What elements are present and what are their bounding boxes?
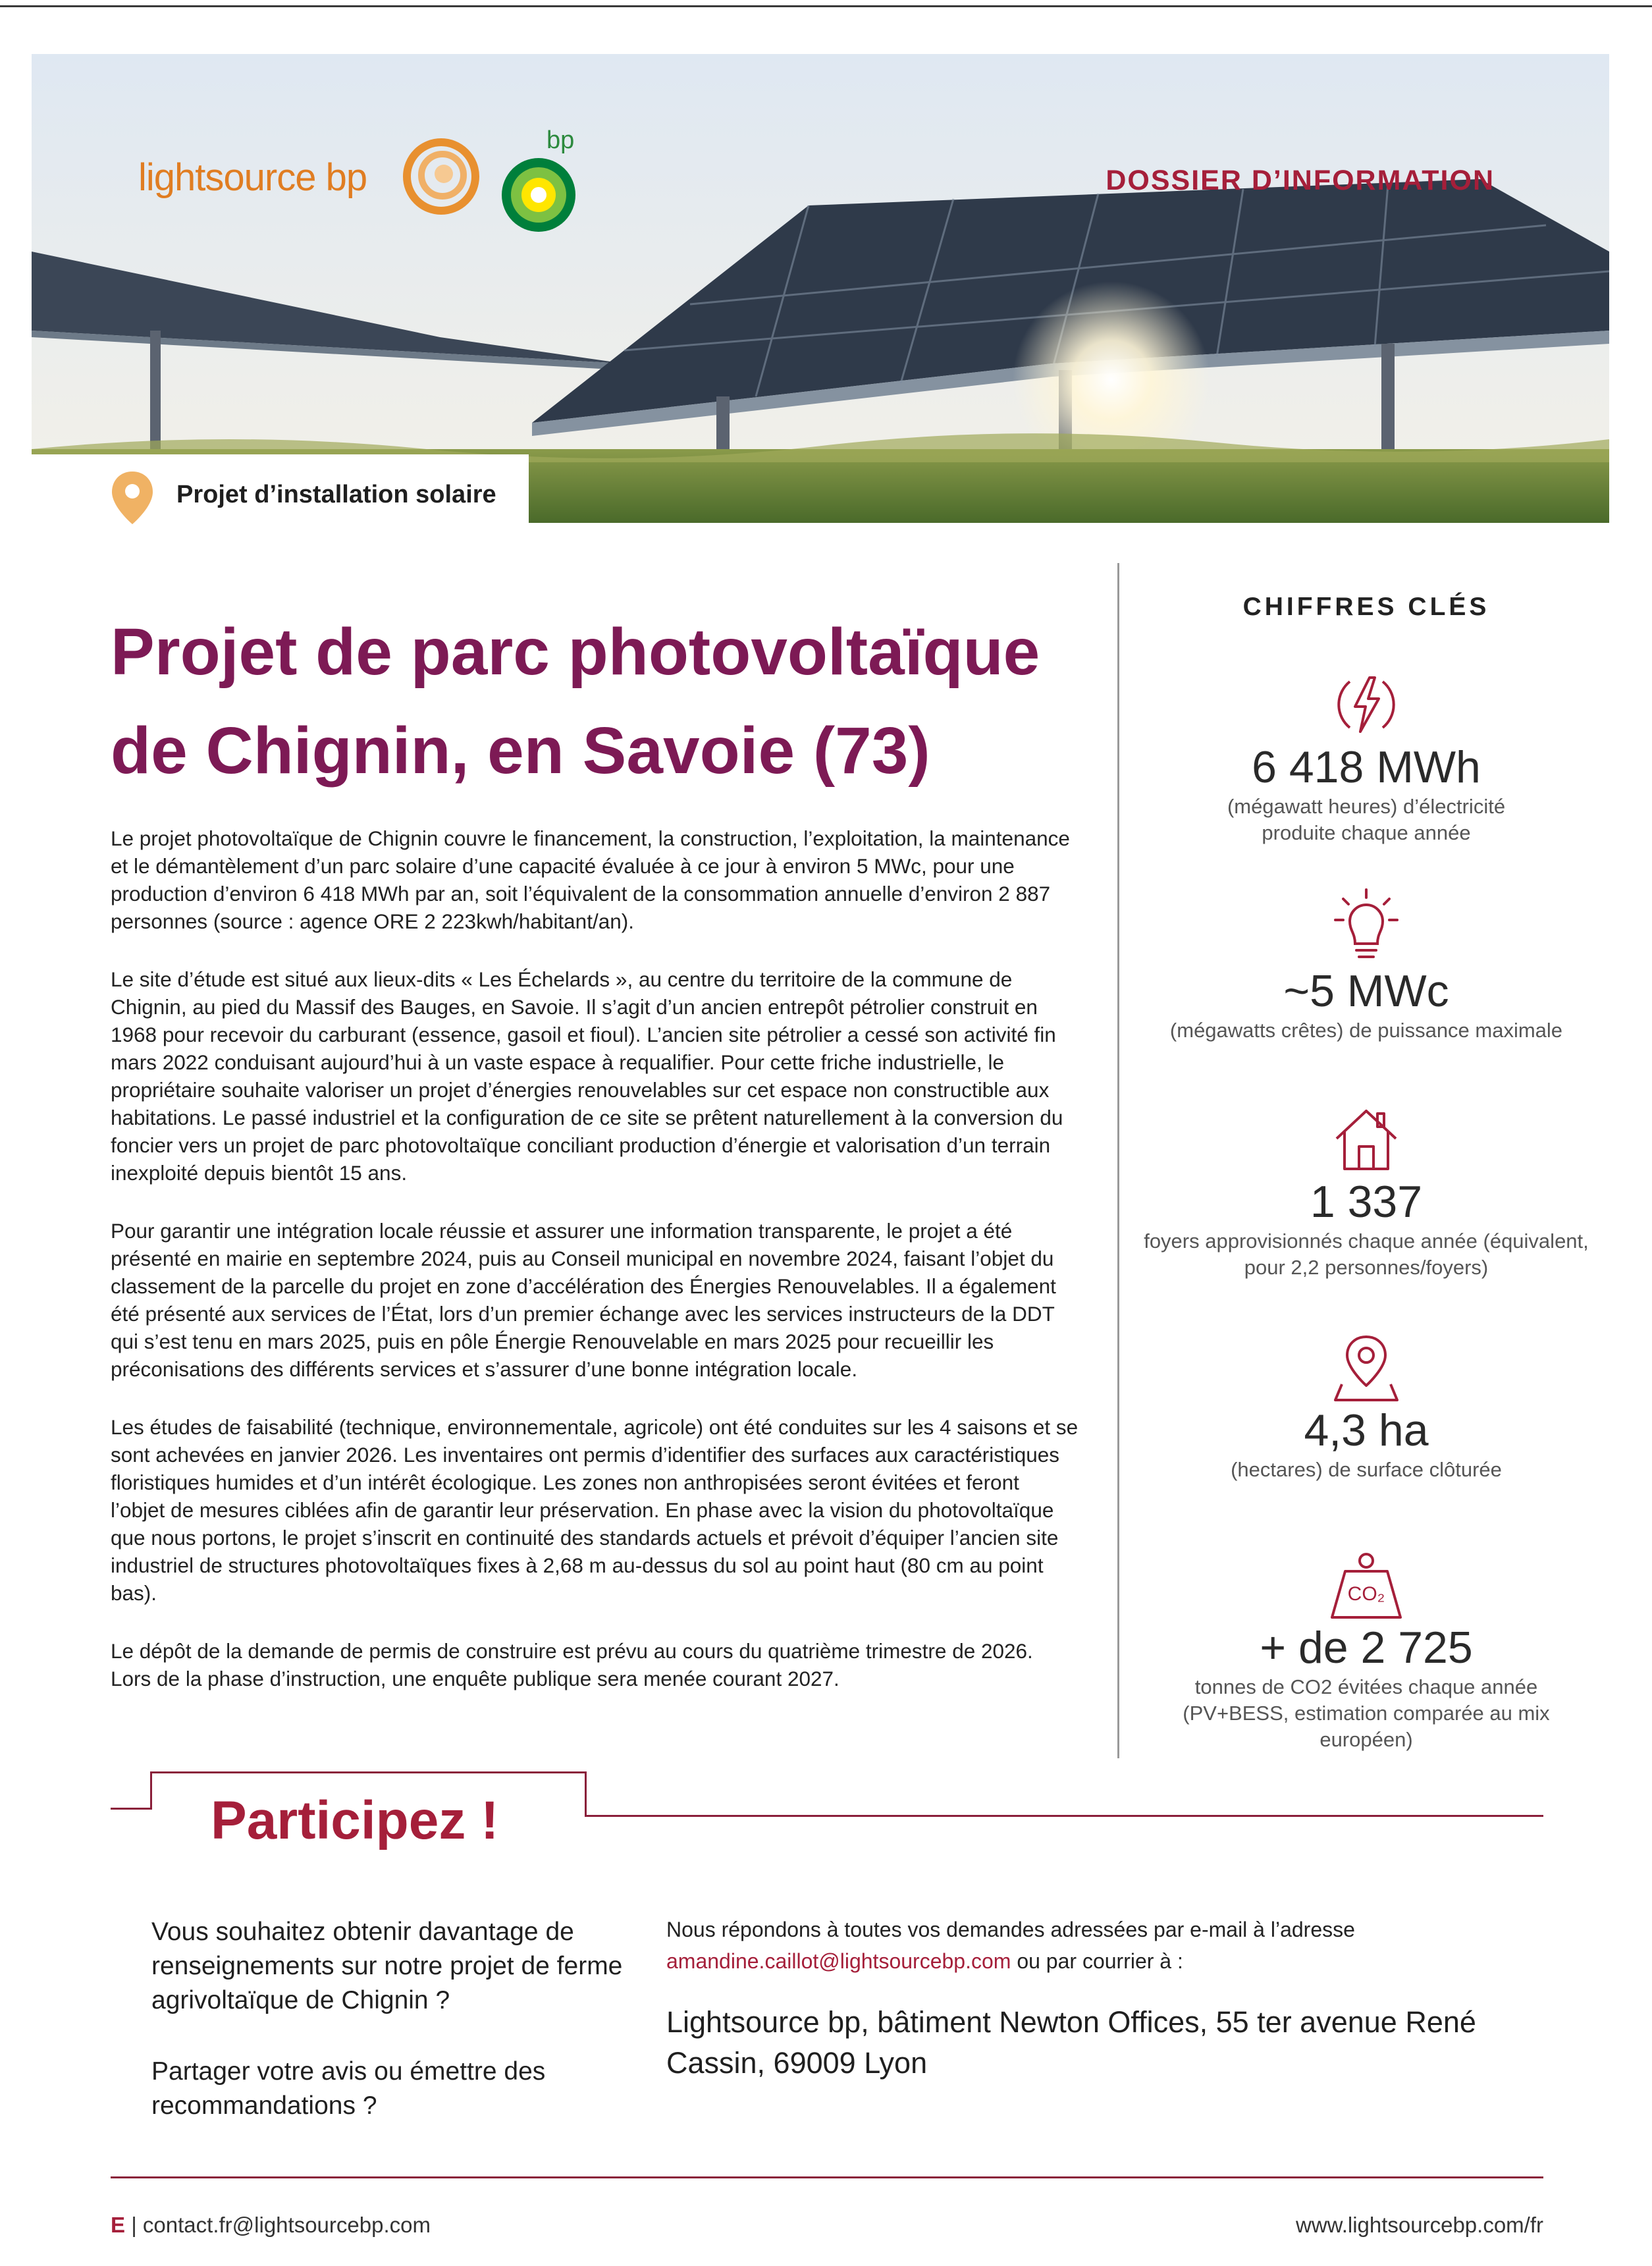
- stat-households-desc: foyers approvisionnés chaque année (équivalent, pour 2,2 personnes/foyers): [1144, 1229, 1589, 1279]
- page-title: [111, 603, 1098, 800]
- house-icon: [1330, 1103, 1402, 1175]
- footer-email: [111, 2213, 431, 2238]
- stat-co2-desc: tonnes de CO2 évitées chaque année (PV+BESS, estimation comparée au mix européen): [1183, 1675, 1550, 1751]
- paragraph-5: Le dépôt de la demande de permis de construire est prévu au cours du quatrième trimestre de 2026. Lors de la phase d’instruction, une enquête publique sera menée courant 2027.: [111, 1639, 1033, 1690]
- footer-website-link[interactable]: www.lightsourcebp.com/fr: [1296, 2213, 1543, 2237]
- participate-question-1: Vous souhaitez obtenir davantage de renseignements sur notre projet de ferme agrivoltaïque de Chignin ?: [151, 1918, 623, 2014]
- footer-email-prefix: E: [111, 2213, 126, 2237]
- stat-surface-desc: (hectares) de surface clôturée: [1231, 1458, 1502, 1481]
- logo-wordmark: lightsource bp: [138, 156, 367, 199]
- paragraph-3: Pour garantir une intégration locale réussie et assurer une information transparente, le projet a été présenté en mairie en septembre 2024, puis au Conseil municipal en novembre 2024, faisant l’objet du classement de la parcelle du projet en zone d’accélération des Énergies Renouvelables. Il a également été présenté aux services de l’État, lors d’un premier échange avec les services instructeurs de la DDT qui s’est tenu en mars 2025, puis en pôle Énergie Renouvelable en mars 2025 pour recueillir les préconisations des différents services et s’assurer d’une bonne intégration locale.: [111, 1219, 1056, 1381]
- stat-households-value: 1 337: [1310, 1177, 1423, 1227]
- solar-panels-illustration: [32, 54, 1609, 523]
- participate-frame-left: [111, 1808, 150, 1810]
- stat-co2-value: + de 2 725: [1260, 1623, 1473, 1673]
- co2-weight-icon: [1327, 1549, 1406, 1621]
- paragraph-4: Les études de faisabilité (technique, environnementale, agricole) ont été conduites sur les 4 saisons et se sont achevées en janvier 2026. Les inventaires ont permis d’identifier des surfaces aux caractéristiques floristiques humides et d’un intérêt écologique. Les zones non anthropisées seront évitées et feront l’objet de mesures ciblées afin de garantir leur préservation. En phase avec la vision du photovoltaïque que nous portons, le projet s’inscrit en continuité des standards actuels et prévoit d’équiper l’ancien site industriel de structures photovoltaïques fixes à 2,68 m au-dessus du sol au point haut (80 cm au point bas).: [111, 1415, 1079, 1605]
- postal-address: Lightsource bp, bâtiment Newton Offices, 55 ter avenue René Cassin, 69009 Lyon: [666, 2005, 1476, 2080]
- stat-energy: [1119, 668, 1613, 846]
- lightbulb-icon: [1330, 886, 1402, 965]
- location-pin-icon: [109, 470, 155, 526]
- top-border: [0, 5, 1652, 7]
- project-tag-label: Projet d’installation solaire: [176, 481, 496, 508]
- stat-surface: [1119, 1332, 1613, 1483]
- body-text: [111, 824, 1079, 1723]
- participate-frame-right-vertical: [585, 1771, 587, 1816]
- footer-email-link[interactable]: | contact.fr@lightsourcebp.com: [131, 2213, 431, 2237]
- response-intro: Nous répondons à toutes vos demandes adressées par e-mail à l’adresse: [666, 1918, 1355, 1941]
- contact-email-link[interactable]: amandine.caillot@lightsourcebp.com: [666, 1949, 1011, 1973]
- hero-image: [32, 54, 1609, 523]
- project-tag: [32, 454, 529, 533]
- stat-energy-value: 6 418 MWh: [1252, 742, 1481, 792]
- paragraph-1: Le projet photovoltaïque de Chignin couvre le financement, la construction, l’exploitation, la maintenance et le démantèlement d’un parc solaire d’une capacité évaluée à ce jour à environ 5 MWc, pour une production d’environ 6 418 MWh par an, soit l’équivalent de la consommation annuelle d’environ 2 887 personnes (source : agence ORE 2 223kwh/habitant/an).: [111, 826, 1070, 933]
- bp-helios-icon: [499, 155, 578, 234]
- participate-response: [666, 1914, 1522, 1977]
- co2-icon-label: CO₂: [1347, 1583, 1385, 1605]
- participate-frame-left-vertical: [150, 1771, 152, 1810]
- stat-energy-desc: (mégawatt heures) d’électricité produite chaque année: [1227, 795, 1506, 844]
- stat-surface-value: 4,3 ha: [1304, 1405, 1429, 1455]
- response-outro: ou par courrier à :: [1017, 1949, 1183, 1973]
- title-line-1: Projet de parc photovoltaïque: [111, 615, 1040, 689]
- dossier-label: DOSSIER D’INFORMATION: [1106, 165, 1495, 196]
- stat-power-desc: (mégawatts crêtes) de puissance maximale: [1169, 1019, 1563, 1042]
- stat-households: [1119, 1103, 1613, 1281]
- stat-power: [1119, 886, 1613, 1044]
- paragraph-2: Le site d’étude est situé aux lieux-dits « Les Échelards », au centre du territoire de la commune de Chignin, au pied du Massif des Bauges, en Savoie. Il s’agit d’un ancien entrepôt pétrolier construit en 1968 pour recevoir du carburant (essence, gasoil et fioul). L’ancien site pétrolier a cessé son activité fin mars 2022 conduisant aujourd’hui à un vaste espace à requalifier. Pour cette friche industrielle, le propriétaire souhaite valoriser un projet d’énergies renouvelables sur cet espace non constructible aux habitations. Le passé industriel et la configuration de ce site se prêtent naturellement à la conversion du foncier vers un projet de parc photovoltaïque conciliant production d’énergie et valorisation d’un terrain inexploité depuis bientôt 15 ans.: [111, 967, 1063, 1185]
- stat-power-value: ~5 MWc: [1283, 966, 1449, 1016]
- participate-question-2: Partager votre avis ou émettre des recommandations ?: [151, 2057, 546, 2120]
- key-figures-title: CHIFFRES CLÉS: [1242, 593, 1490, 621]
- participate-frame-top: [150, 1771, 586, 1773]
- participate-frame-right: [585, 1815, 1543, 1817]
- lightsource-swirl-icon: [402, 137, 481, 216]
- lightning-icon: [1330, 668, 1402, 741]
- bp-label: bp: [546, 126, 575, 154]
- footer-divider: [111, 2176, 1543, 2178]
- title-line-2: de Chignin, en Savoie (73): [111, 714, 930, 788]
- stat-co2: [1119, 1549, 1613, 1753]
- participate-title: Participez !: [211, 1791, 499, 1850]
- map-pin-icon: [1330, 1332, 1402, 1404]
